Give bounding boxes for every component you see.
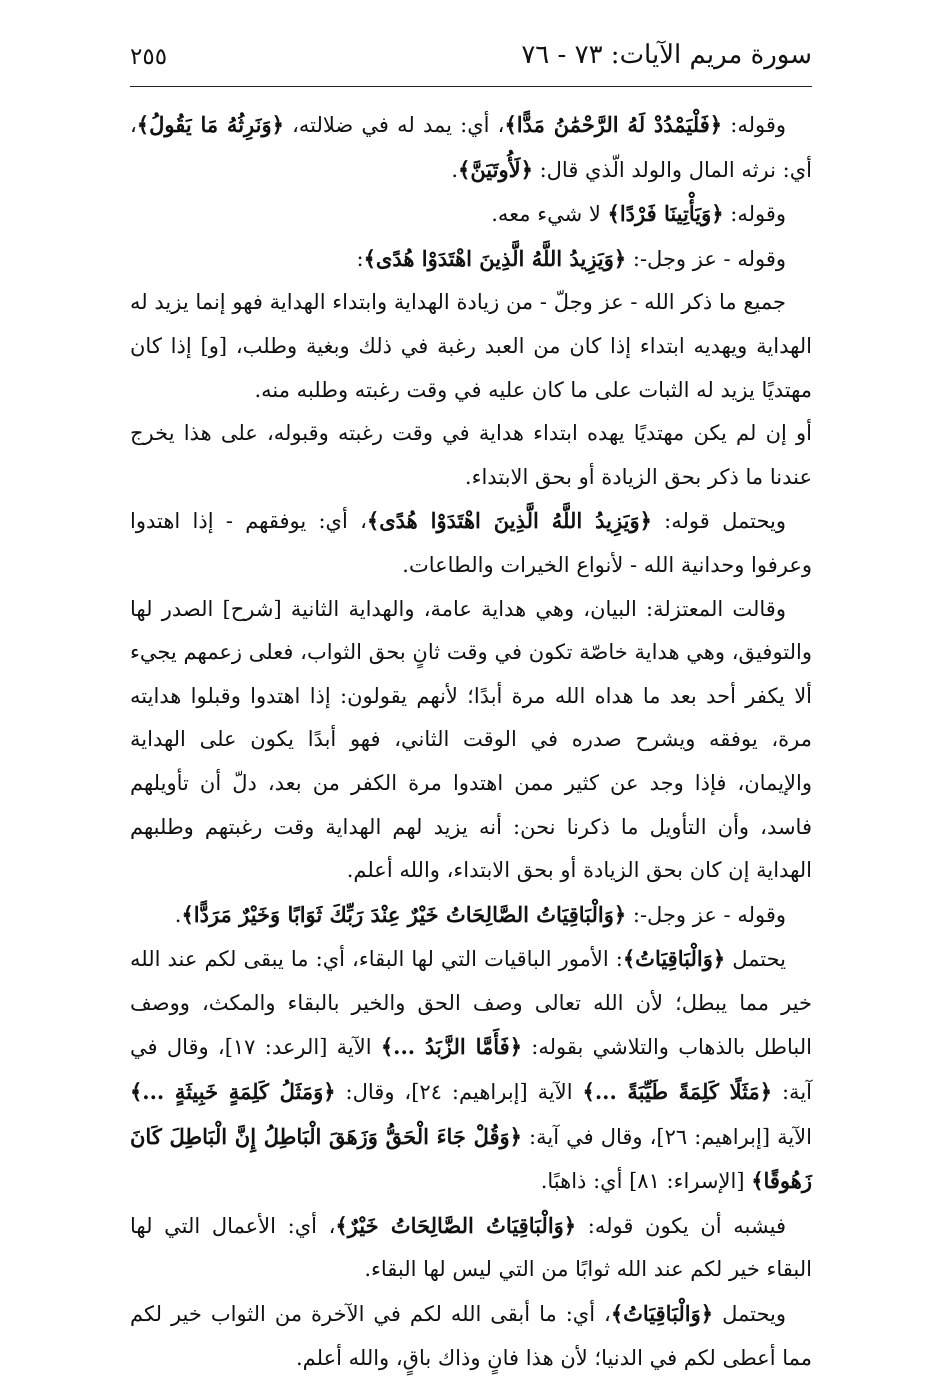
text-segment: .	[174, 902, 182, 927]
quran-quote: ﴿فَلْيَمْدُدْ لَهُ الرَّحْمَٰنُ مَدًّا﴾	[504, 112, 723, 137]
quran-quote: ﴿وَيَزِيدُ اللَّهُ الَّذِينَ اهْتَدَوْا هُدًى﴾	[363, 245, 627, 271]
page-body	[130, 103, 812, 1380]
text-segment: وقوله:	[723, 202, 786, 227]
text-segment: وقوله - عز وجل-:	[626, 902, 786, 927]
page-number: ٢٥٥	[130, 44, 168, 70]
quran-quote: ﴿فَأَمَّا الزَّبَدُ ...﴾	[380, 1034, 522, 1060]
quran-quote: ﴿مَثَلًا كَلِمَةً طَيِّبَةً ...﴾	[582, 1079, 773, 1105]
text-segment: وقالت المعتزلة: البيان، وهي هداية عامة، والهداية الثانية [شرح] الصدر لها والتوفيق، وهي هداية خاصّة تكون في وقت ثانٍ بحق الثواب، فعلى زعمهم يجيء ألا يكفر أحد بعد ما هداه الله مرة أبدًا؛ لأنهم يقولون: إذا اهتدوا وقبلوا هدايته مرة، يوفقه ويشرح صدره في الوقت الثاني، فهو أبدًا يكون على الهداية والإيمان، فإذا وجد عن كثير ممن اهتدوا مرة الكفر من بعد، دلّ أن تأويلهم فاسد، وأن التأويل ما ذكرنا نحن: أنه يزيد لهم الهداية وقت رغبتهم وطلبهم الهداية إن كان بحق الزيادة أو بحق الابتداء، والله أعلم.	[130, 596, 812, 883]
text-segment: لا شيء معه.	[491, 202, 608, 227]
quran-quote: ﴿وَمَثَلُ كَلِمَةٍ خَبِيثَةٍ ...﴾	[130, 1079, 336, 1105]
quran-quote: ﴿وَالْبَاقِيَاتُ﴾	[622, 946, 726, 972]
paragraph	[130, 893, 812, 938]
text-segment: :	[356, 246, 364, 271]
text-segment: جميع ما ذكر الله - عز وجلّ - من زيادة الهداية وابتداء الهداية فهو إنما يزيد له الهداية ويهديه ابتداء إذا كان من العبد رغبة في ذلك وبغية وطلب، [و] إذا كان مهتديًا يزيد له الثبات على ما كان عليه في وقت رغبته وطلبه منه.	[130, 290, 813, 402]
text-segment: أو إن لم يكن مهتديًا يهده ابتداء هداية في وقت رغبته وقبوله، على هذا يخرج عندنا ما ذكر بحق الزيادة أو بحق الابتداء.	[130, 421, 812, 489]
text-segment: وقوله:	[722, 113, 787, 137]
paragraph	[130, 588, 812, 893]
text-segment: الآية [إبراهيم: ٢٤]، وقال:	[335, 1080, 583, 1105]
text-segment: ، أي: الأعمال التي لها البقاء خير لكم عند الله ثوابًا من التي ليس لها البقاء.	[130, 1213, 812, 1282]
paragraph	[130, 937, 812, 1204]
text-segment: ، أي: يمد له في ضلالته،	[283, 113, 505, 137]
quran-quote: ﴿لَأُوتَيَنَّ﴾	[458, 156, 533, 182]
quran-quote: ﴿وَالْبَاقِيَاتُ﴾	[610, 1301, 714, 1327]
paragraph	[130, 1204, 812, 1292]
paragraph	[130, 192, 812, 237]
text-segment: ، أي: نرثه المال والولد الّذي قال:	[130, 113, 812, 182]
running-header	[130, 38, 812, 87]
text-segment: يحتمل	[725, 947, 786, 972]
quran-quote: ﴿وَيَزِيدُ اللَّهُ الَّذِينَ اهْتَدَوْا هُدًى﴾	[366, 508, 652, 534]
text-segment: وقوله - عز وجل-:	[626, 246, 786, 271]
quran-quote: ﴿وَالْبَاقِيَاتُ الصَّالِحَاتُ خَيْرٌ عِنْدَ رَبِّكَ ثَوَابًا وَخَيْرٌ مَرَدًّا﴾	[181, 901, 627, 927]
quran-quote: ﴿وَنَرِثُهُ مَا يَقُولُ﴾	[136, 112, 284, 137]
paragraph	[130, 103, 812, 192]
text-segment: ، أي: ما أبقى الله لكم في الآخرة من الثواب خير لكم مما أعطى لكم في الدنيا؛ لأن هذا فانٍ وذاك باقٍ، والله أعلم.	[130, 1302, 812, 1370]
paragraph	[130, 237, 812, 282]
header-title: سورة مريم الآيات: ٧٣ - ٧٦	[521, 40, 812, 70]
paragraph	[130, 412, 812, 499]
text-segment: [الإسراء: ٨١] أي: ذاهبًا.	[540, 1169, 752, 1194]
quran-quote: ﴿وَقُلْ جَاءَ الْحَقُّ وَزَهَقَ الْبَاطِلُ إِنَّ الْبَاطِلَ كَانَ زَهُوقًا﴾	[130, 1123, 812, 1194]
text-segment: ، أي: يوفقهم - إذا اهتدوا وعرفوا وحدانية الله - لأنواع الخيرات والطاعات.	[130, 509, 812, 577]
quran-quote: ﴿وَيَأْتِينَا فَرْدًا﴾	[607, 201, 724, 227]
text-segment: فيشبه أن يكون قوله:	[576, 1213, 786, 1238]
text-segment: الآية [إبراهيم: ٢٦]، وقال في آية:	[521, 1124, 812, 1149]
text-segment: ويحتمل	[713, 1302, 786, 1327]
text-segment: : الأمور الباقيات التي لها البقاء، أي: ما يبقى لكم عند الله خير مما يبطل؛ لأن الله تعالى وصف الحق والخير بالبقاء والمكث، ووصف الباطل بالذهاب والتلاشي بقوله:	[130, 947, 812, 1060]
quran-quote: ﴿وَالْبَاقِيَاتُ الصَّالِحَاتُ خَيْرٌ﴾	[335, 1212, 577, 1238]
paragraph	[130, 281, 812, 412]
text-segment: .	[451, 157, 459, 182]
text-segment: الآية [الرعد: ١٧]، وقال في آية:	[130, 1035, 812, 1105]
paragraph	[130, 499, 812, 587]
text-segment: ويحتمل قوله:	[651, 509, 787, 534]
paragraph	[130, 1292, 812, 1380]
